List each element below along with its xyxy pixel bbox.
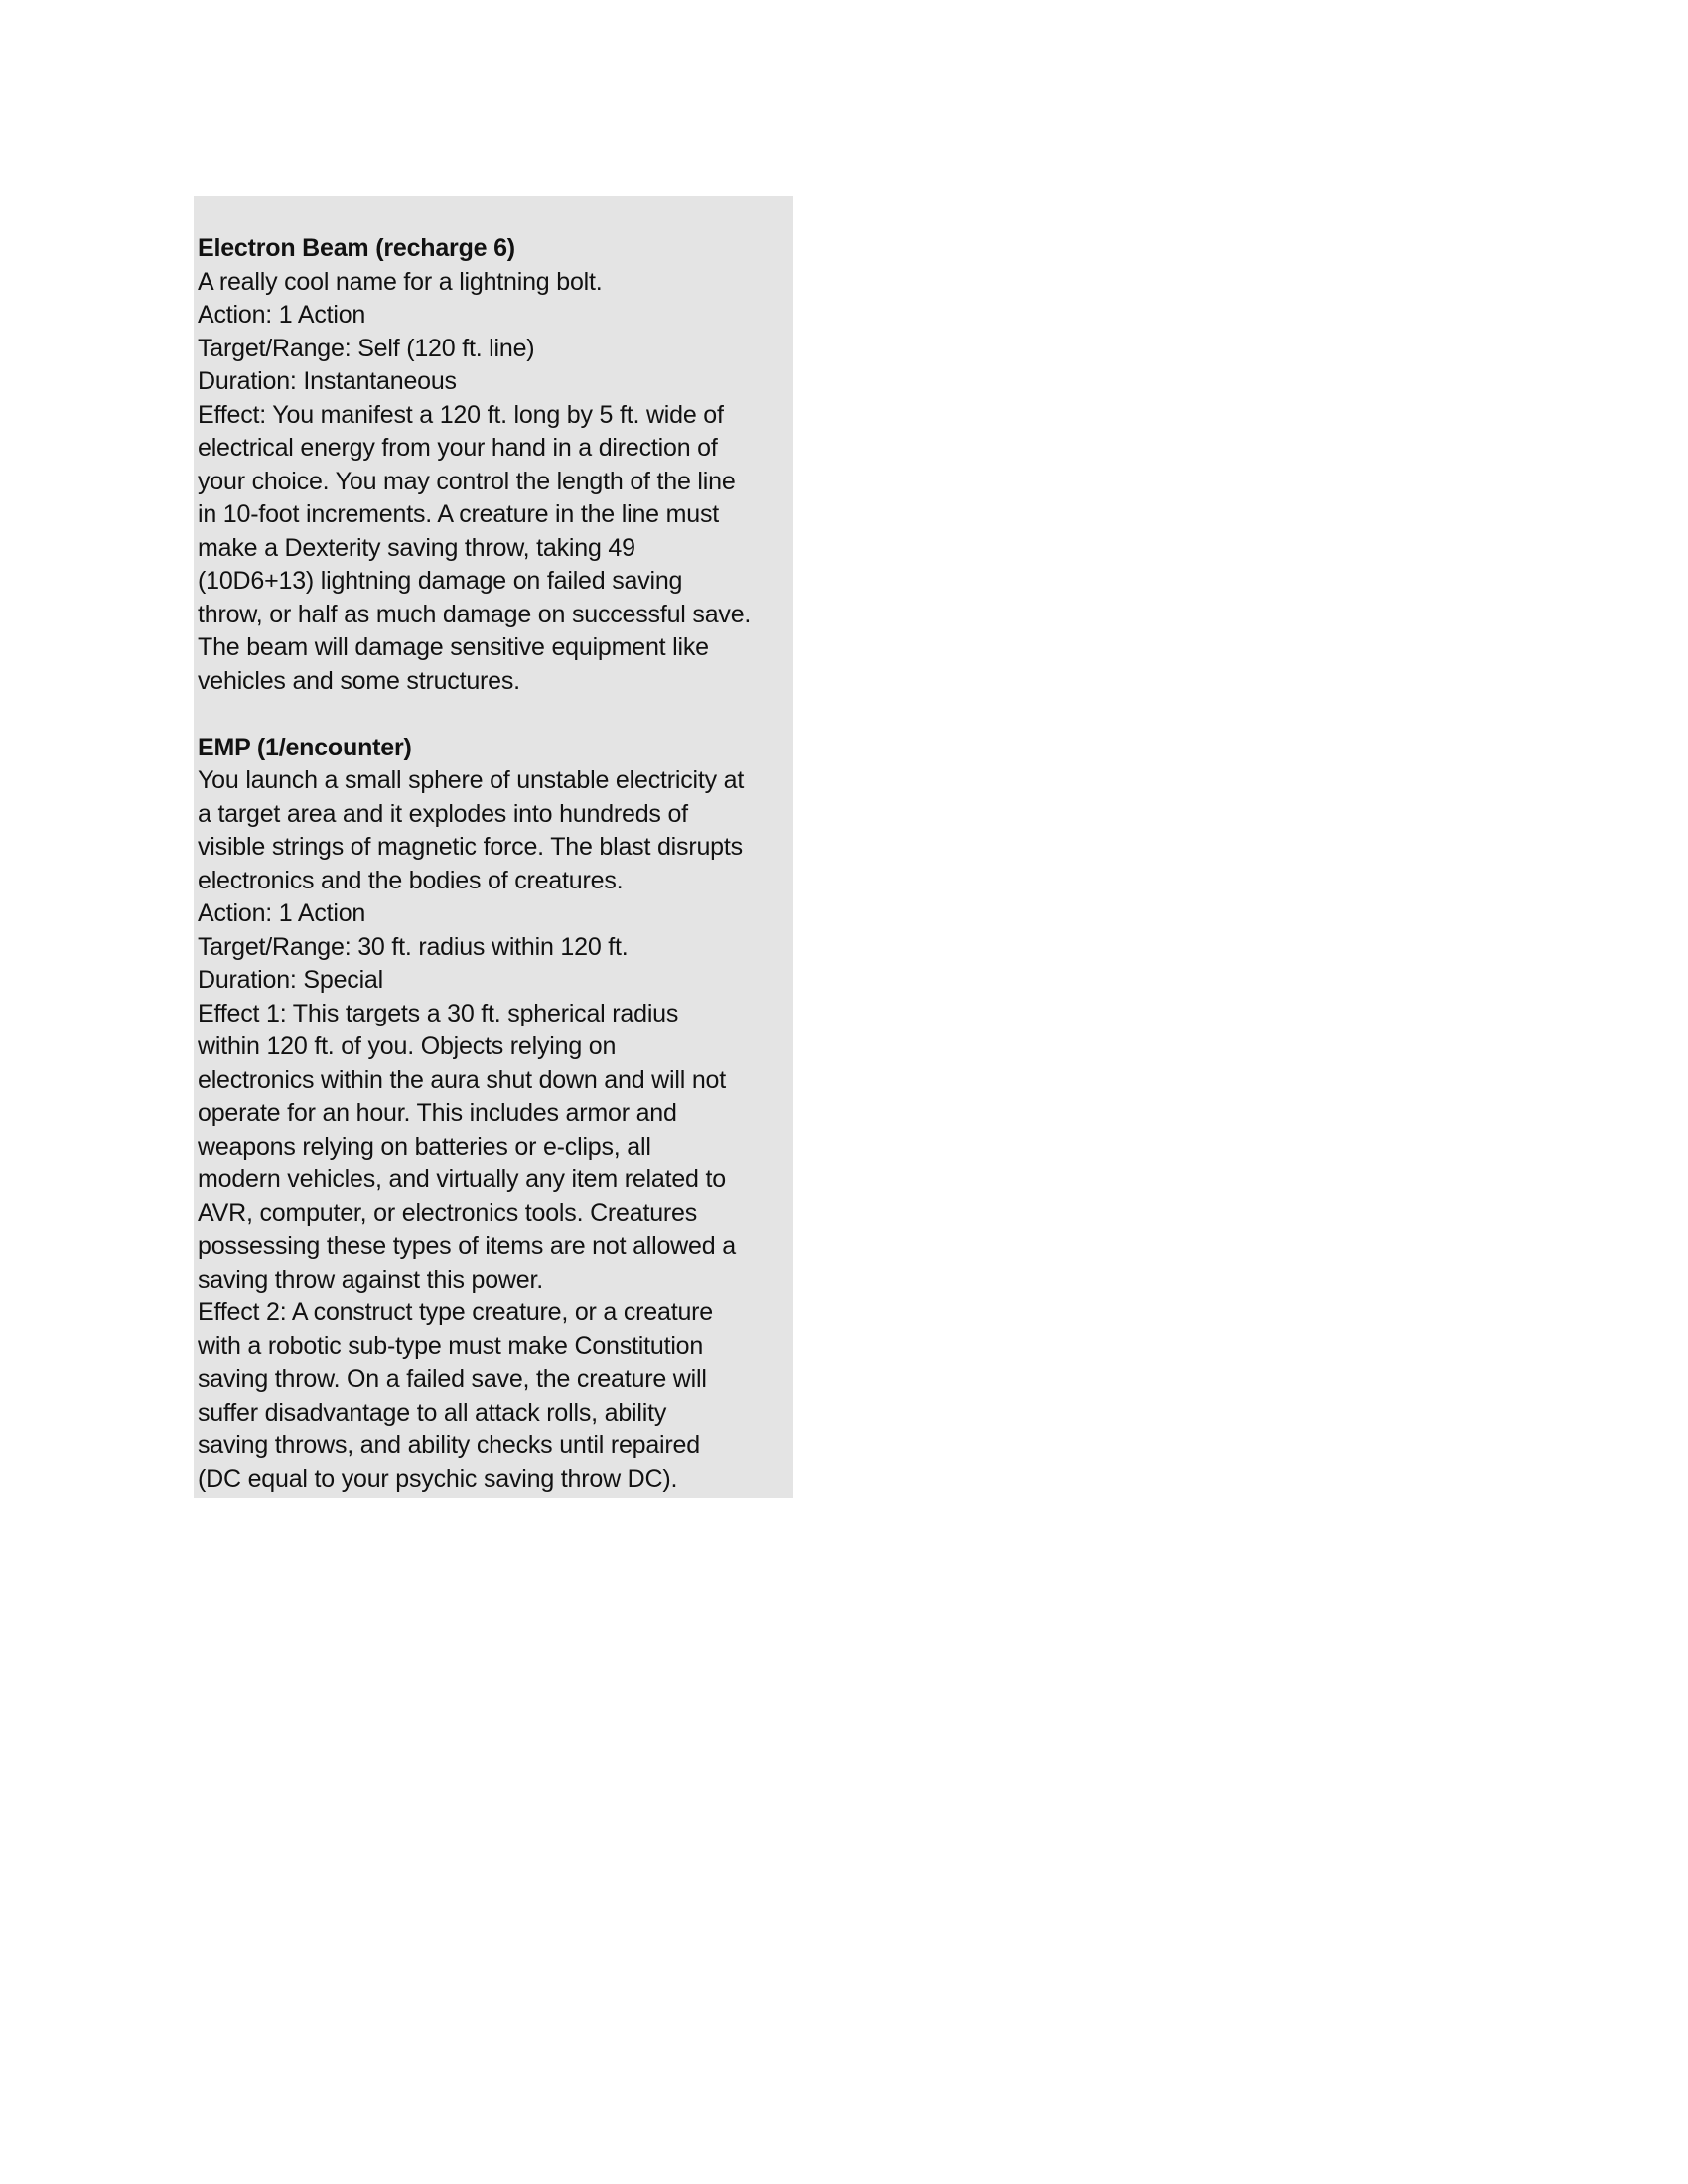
- power-text-line: your choice. You may control the length of the line: [198, 467, 736, 495]
- power-text-line: Target/Range: 30 ft. radius within 120 ft.: [198, 932, 629, 961]
- power-text-line: saving throw. On a failed save, the creature will: [198, 1365, 707, 1393]
- power-text-line: Duration: Instantaneous: [198, 367, 457, 395]
- power-text-line: AVR, computer, or electronics tools. Creatures: [198, 1198, 698, 1227]
- power-title: Electron Beam (recharge 6): [198, 234, 515, 262]
- power-text-line: within 120 ft. of you. Objects relying on: [198, 1032, 617, 1060]
- power-text-line: Target/Range: Self (120 ft. line): [198, 334, 535, 362]
- power-text-line: Action: 1 Action: [198, 899, 366, 927]
- power-text-line: The beam will damage sensitive equipment like: [198, 633, 709, 661]
- power-text-line: possessing these types of items are not allowed a: [198, 1232, 736, 1260]
- power-title: EMP (1/encounter): [198, 733, 412, 761]
- power-text-line: (DC equal to your psychic saving throw DC).: [198, 1464, 678, 1493]
- power-text-line: weapons relying on batteries or e-clips, all: [198, 1132, 651, 1160]
- power-text-line: Duration: Special: [198, 966, 383, 994]
- power-text-line: visible strings of magnetic force. The blast disrupts: [198, 833, 743, 861]
- power-text-line: Effect: You manifest a 120 ft. long by 5 ft. wide of: [198, 400, 724, 429]
- power-text-line: A really cool name for a lightning bolt.: [198, 267, 603, 296]
- power-emp: [198, 732, 793, 1497]
- power-text-line: make a Dexterity saving throw, taking 49: [198, 533, 635, 562]
- power-text-line: with a robotic sub-type must make Constitution: [198, 1331, 704, 1360]
- power-text-line: Effect 1: This targets a 30 ft. spherical radius: [198, 999, 679, 1027]
- power-text-line: vehicles and some structures.: [198, 666, 520, 695]
- power-text-line: (10D6+13) lightning damage on failed saving: [198, 567, 683, 595]
- power-text-line: in 10-foot increments. A creature in the line must: [198, 500, 719, 528]
- power-text-line: Effect 2: A construct type creature, or a creature: [198, 1298, 713, 1326]
- power-text-line: electronics within the aura shut down and will not: [198, 1065, 726, 1094]
- power-text-line: operate for an hour. This includes armor and: [198, 1099, 677, 1127]
- power-text-line: a target area and it explodes into hundreds of: [198, 799, 688, 828]
- power-text-line: You launch a small sphere of unstable electricity at: [198, 766, 745, 794]
- power-description-panel: [194, 196, 793, 1498]
- power-text-line: saving throw against this power.: [198, 1265, 543, 1294]
- power-electron-beam: [198, 232, 793, 698]
- power-text-line: saving throws, and ability checks until repaired: [198, 1432, 700, 1459]
- power-text-line: electrical energy from your hand in a direction of: [198, 434, 718, 462]
- power-text-line: suffer disadvantage to all attack rolls, ability: [198, 1398, 667, 1427]
- power-text-line: throw, or half as much damage on successful save.: [198, 600, 752, 628]
- power-text-line: modern vehicles, and virtually any item related to: [198, 1165, 726, 1193]
- power-text-line: Action: 1 Action: [198, 301, 366, 329]
- power-text-line: electronics and the bodies of creatures.: [198, 866, 624, 894]
